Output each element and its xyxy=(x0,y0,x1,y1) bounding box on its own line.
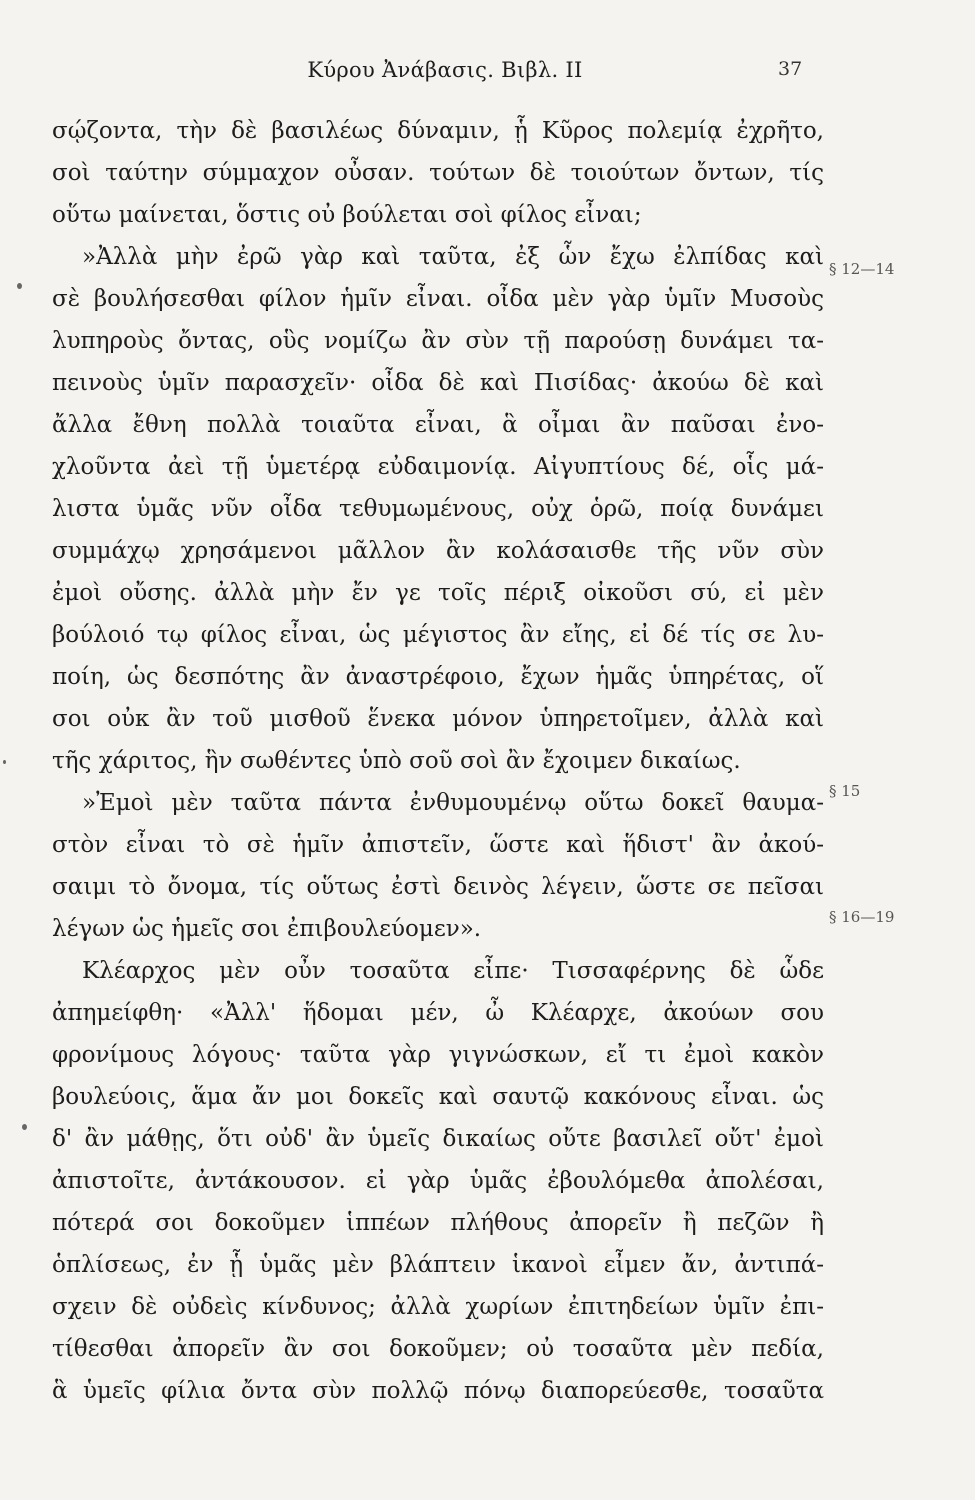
text-line: οὕτω μαίνεται, ὅστις οὐ βούλεται σοὶ φίλος εἶναι; xyxy=(52,202,642,228)
text-line: τίθεσθαι ἀπορεῖν ἂν σοι δοκοῦμεν; οὐ τοσαῦτα μὲν πεδία, xyxy=(52,1336,824,1362)
text-line: σὲ βουλήσεσθαι φίλον ἡμῖν εἶναι. οἶδα μὲν γὰρ ὑμῖν Μυσοὺς xyxy=(52,286,824,312)
text-line: »Ἀλλὰ μὴν ἐρῶ γὰρ καὶ ταῦτα, ἐξ ὧν ἔχω ἐλπίδας καὶ xyxy=(82,244,824,270)
print-speck xyxy=(22,1124,27,1130)
text-line: σοι οὐκ ἂν τοῦ μισθοῦ ἕνεκα μόνον ὑπηρετοῖμεν, ἀλλὰ καὶ xyxy=(52,706,824,732)
section-note: § 15 xyxy=(829,782,861,800)
print-speck xyxy=(17,283,22,289)
text-line: σοὶ ταύτην σύμμαχον οὖσαν. τούτων δὲ τοιούτων ὄντων, τίς xyxy=(52,160,824,186)
text-line: πεινοὺς ὑμῖν παρασχεῖν· οἶδα δὲ καὶ Πισίδας· ἀκούω δὲ καὶ xyxy=(52,370,824,396)
section-note: § 16—19 xyxy=(829,908,895,926)
text-line: στὸν εἶναι τὸ σὲ ἡμῖν ἀπιστεῖν, ὥστε καὶ ἥδιστ' ἂν ἀκού- xyxy=(52,832,824,858)
text-line: πότερά σοι δοκοῦμεν ἱππέων πλήθους ἀπορεῖν ἢ πεζῶν ἢ xyxy=(52,1210,824,1236)
text-line: ἐμοὶ οὔσης. ἀλλὰ μὴν ἔν γε τοῖς πέριξ οἰκοῦσι σύ, εἰ μὲν xyxy=(52,580,824,606)
main-text xyxy=(52,110,824,1412)
text-line: ἃ ὑμεῖς φίλια ὄντα σὺν πολλῷ πόνῳ διαπορεύεσθε, τοσαῦτα xyxy=(52,1378,824,1404)
text-line: Κλέαρχος μὲν οὖν τοσαῦτα εἶπε· Τισσαφέρνης δὲ ὧδε xyxy=(82,958,824,984)
text-line: λυπηροὺς ὄντας, οὓς νομίζω ἂν σὺν τῇ παρούσῃ δυνάμει τα- xyxy=(52,328,824,354)
text-line: δ' ἂν μάθῃς, ὅτι οὐδ' ἂν ὑμεῖς δικαίως οὔτε βασιλεῖ οὔτ' ἐμοὶ xyxy=(52,1126,824,1152)
text-line: ποίη, ὡς δεσπότης ἂν ἀναστρέφοιο, ἔχων ἡμᾶς ὑπηρέτας, οἵ xyxy=(52,664,824,690)
section-note: § 12—14 xyxy=(829,260,895,278)
running-head: Κύρου Ἀνάβασις. Βιβλ. II xyxy=(307,58,583,82)
text-line: χλοῦντα ἀεὶ τῇ ὑμετέρᾳ εὐδαιμονίᾳ. Αἰγυπτίους δέ, οἷς μά- xyxy=(52,454,824,480)
text-line: ἄλλα ἔθνη πολλὰ τοιαῦτα εἶναι, ἃ οἶμαι ἂν παῦσαι ἐνο- xyxy=(52,412,824,438)
text-line: τῆς χάριτος, ἣν σωθέντες ὑπὸ σοῦ σοὶ ἂν ἔχοιμεν δικαίως. xyxy=(52,748,741,774)
text-line: βούλοιό τῳ φίλος εἶναι, ὡς μέγιστος ἂν εἴης, εἰ δέ τίς σε λυ- xyxy=(52,622,824,648)
text-line: ἀπημείφθη· «Ἀλλ' ἥδομαι μέν, ὦ Κλέαρχε, ἀκούων σου xyxy=(52,1000,824,1026)
text-line: λιστα ὑμᾶς νῦν οἶδα τεθυμωμένους, οὐχ ὁρῶ, ποίᾳ δυνάμει xyxy=(52,496,824,522)
text-line: σῴζοντα, τὴν δὲ βασιλέως δύναμιν, ᾗ Κῦρος πολεμίᾳ ἐχρῆτο, xyxy=(52,118,824,144)
text-line: σαιμι τὸ ὄνομα, τίς οὕτως ἐστὶ δεινὸς λέγειν, ὥστε σε πεῖσαι xyxy=(52,874,824,900)
page-number: 37 xyxy=(778,58,803,80)
text-line: λέγων ὡς ἡμεῖς σοι ἐπιβουλεύομεν». xyxy=(52,916,482,942)
text-line: σχειν δὲ οὐδεὶς κίνδυνος; ἀλλὰ χωρίων ἐπιτηδείων ὑμῖν ἐπι- xyxy=(52,1294,824,1320)
print-speck xyxy=(3,760,6,764)
text-line: »Ἐμοὶ μὲν ταῦτα πάντα ἐνθυμουμένῳ οὕτω δοκεῖ θαυμα- xyxy=(82,790,824,816)
text-line: ἀπιστοῖτε, ἀντάκουσον. εἰ γὰρ ὑμᾶς ἐβουλόμεθα ἀπολέσαι, xyxy=(52,1168,824,1194)
text-line: συμμάχῳ χρησάμενοι μᾶλλον ἂν κολάσαισθε τῆς νῦν σὺν xyxy=(52,538,824,564)
page-header xyxy=(0,58,975,88)
text-line: φρονίμους λόγους· ταῦτα γὰρ γιγνώσκων, εἴ τι ἐμοὶ κακὸν xyxy=(52,1042,824,1068)
text-line: βουλεύοις, ἅμα ἄν μοι δοκεῖς καὶ σαυτῷ κακόνους εἶναι. ὡς xyxy=(52,1084,824,1110)
text-line: ὁπλίσεως, ἐν ᾗ ὑμᾶς μὲν βλάπτειν ἱκανοὶ εἶμεν ἄν, ἀντιπά- xyxy=(52,1252,824,1278)
